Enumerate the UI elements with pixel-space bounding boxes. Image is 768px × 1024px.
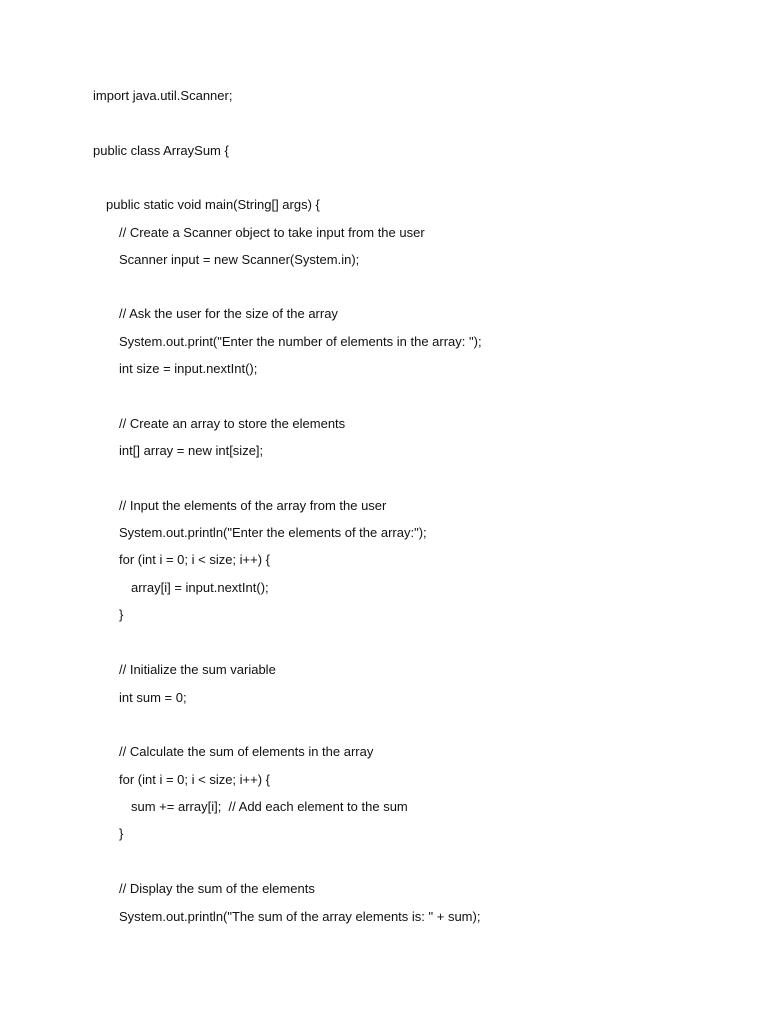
- code-line-comment: // Create a Scanner object to take input from the user: [119, 225, 425, 240]
- code-line-print-prompt: System.out.print("Enter the number of elements in the array: ");: [119, 334, 482, 349]
- code-line-sum-accumulate: sum += array[i]; // Add each element to the sum: [131, 799, 408, 814]
- code-line-comment: // Input the elements of the array from the user: [119, 498, 387, 513]
- code-line-comment: // Ask the user for the size of the array: [119, 306, 338, 321]
- code-line-closing-brace: }: [119, 607, 124, 622]
- code-line-closing-brace: }: [119, 826, 124, 841]
- code-line-for-loop: for (int i = 0; i < size; i++) {: [119, 552, 271, 567]
- code-line-main-method: public static void main(String[] args) {: [106, 197, 320, 212]
- code-line-read-element: array[i] = input.nextInt();: [131, 580, 269, 595]
- code-line-class-declaration: public class ArraySum {: [93, 143, 229, 158]
- code-line-comment: // Display the sum of the elements: [119, 881, 315, 896]
- code-line-sum-init: int sum = 0;: [119, 690, 187, 705]
- code-line-for-loop: for (int i = 0; i < size; i++) {: [119, 772, 271, 787]
- code-line-scanner-init: Scanner input = new Scanner(System.in);: [119, 252, 360, 267]
- code-line-read-size: int size = input.nextInt();: [119, 361, 258, 376]
- code-line-println-prompt: System.out.println("Enter the elements of the array:");: [119, 525, 427, 540]
- code-line-println-sum: System.out.println("The sum of the array elements is: " + sum);: [119, 909, 481, 924]
- code-line-comment: // Create an array to store the elements: [119, 416, 346, 431]
- code-line-array-declaration: int[] array = new int[size];: [119, 443, 264, 458]
- code-line-comment: // Calculate the sum of elements in the array: [119, 744, 374, 759]
- code-line-comment: // Initialize the sum variable: [119, 662, 276, 677]
- code-line-import: import java.util.Scanner;: [93, 88, 233, 103]
